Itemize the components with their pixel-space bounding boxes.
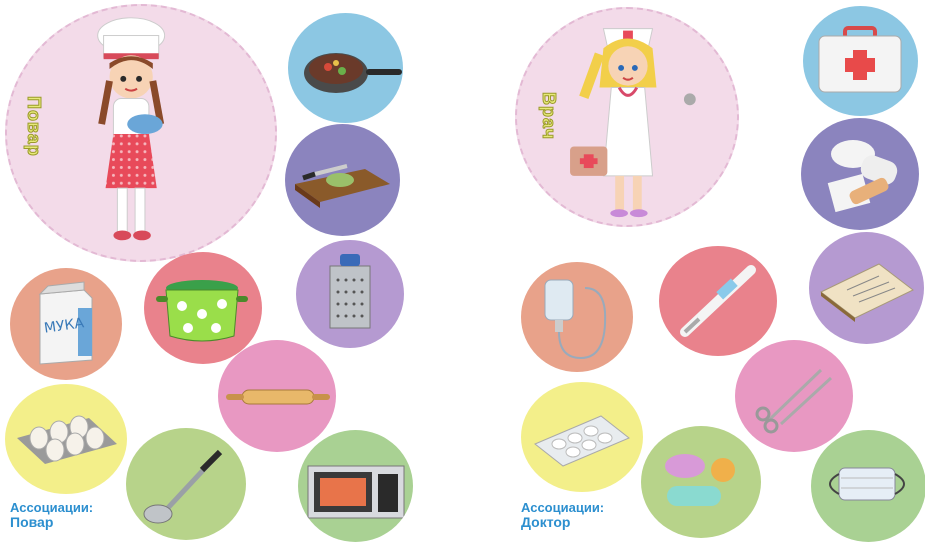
medical-record-icon [809, 232, 924, 344]
grater-icon [296, 240, 404, 348]
capsules-circle [641, 426, 761, 538]
ladle-circle [126, 428, 246, 540]
bandage-icon [801, 118, 919, 230]
capsules-icon [641, 426, 761, 538]
iv-drip-circle [521, 262, 633, 372]
medical-mask-icon [811, 430, 925, 542]
doctor-caption [521, 500, 604, 530]
iv-drip-icon [521, 262, 633, 372]
profession-label: Повар [24, 96, 44, 157]
cutting-board-icon [285, 124, 400, 236]
mask-circle [811, 430, 925, 542]
medical-card-circle [809, 232, 924, 344]
caption-subtitle: Повар [10, 514, 54, 530]
pill-blister-icon [521, 382, 643, 492]
pills-circle [521, 382, 643, 492]
frying-pan-circle [288, 13, 403, 123]
eggs-circle [5, 384, 127, 494]
flour-label: МУКА [43, 315, 86, 337]
chef-girl-icon [7, 6, 275, 260]
cook-panel [0, 0, 462, 537]
frying-pan-icon [288, 13, 403, 123]
first-aid-kit-circle [803, 6, 918, 116]
caption-title: Ассоциации: [10, 500, 94, 515]
grater-circle [296, 240, 404, 348]
ladle-icon [126, 428, 246, 540]
egg-carton-icon [5, 384, 127, 494]
bandage-circle [801, 118, 919, 230]
doctor-panel [463, 0, 925, 537]
caption-title: Ассоциации: [521, 500, 605, 515]
caption-subtitle: Доктор [521, 514, 571, 530]
microwave-circle [298, 430, 413, 542]
microwave-icon [298, 430, 413, 542]
cook-big-circle [5, 4, 277, 262]
flour-circle [10, 268, 122, 380]
profession-label: Врач [539, 92, 559, 141]
cutting-board-circle [285, 124, 400, 236]
cook-caption [10, 500, 93, 530]
first-aid-kit-icon [803, 6, 918, 116]
